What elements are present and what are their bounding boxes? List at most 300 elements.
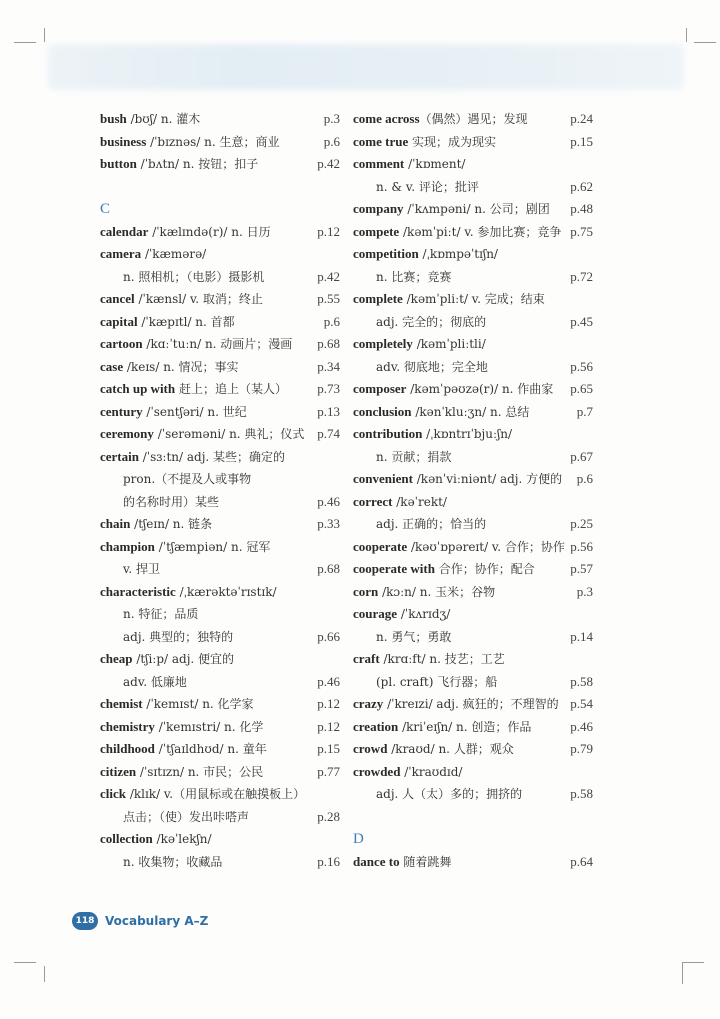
- entry-text: [353, 270, 451, 284]
- definition: n. 收集物；收藏品: [123, 854, 223, 869]
- vocab-entry: [100, 378, 340, 401]
- entry-text: [100, 787, 305, 801]
- page-reference: p.48: [570, 201, 593, 216]
- entry-text: [100, 495, 219, 509]
- headword: characteristic: [100, 583, 176, 599]
- entry-text: [100, 382, 287, 396]
- headword: conclusion: [353, 403, 412, 419]
- headword: contribution: [353, 426, 423, 441]
- entry-text: [353, 630, 451, 644]
- entry-text: [100, 517, 212, 531]
- definition: /kəmˈpliːt/ v. 完成；结束: [402, 292, 545, 306]
- section-letter-heading: D: [353, 831, 364, 847]
- vocab-entry: [353, 153, 593, 176]
- page-reference: p.33: [317, 516, 340, 531]
- page-reference: p.75: [570, 223, 593, 239]
- vocab-entry: [353, 761, 593, 784]
- vocab-entry: [353, 491, 593, 514]
- entry-text: [353, 787, 522, 801]
- right-vocabulary-column: [353, 108, 593, 873]
- vocab-entry: [353, 558, 593, 581]
- definition: /ˈtʃaɪldhʊd/ n. 童年: [154, 742, 267, 756]
- definition: v. 捍卫: [123, 562, 160, 576]
- headword: crazy: [353, 696, 384, 711]
- vocab-entry: [100, 131, 340, 154]
- page-reference: p.25: [570, 516, 593, 531]
- entry-text: [353, 765, 462, 779]
- definition: /ˈkemɪst/ n. 化学家: [142, 697, 254, 711]
- entry-text: [100, 765, 263, 779]
- entry-text: [353, 495, 447, 509]
- entry-text: [100, 472, 251, 486]
- entry-text: [353, 652, 505, 666]
- definition: /kɔːn/ n. 玉米；谷物: [378, 584, 496, 599]
- vocab-continuation-line: [100, 603, 340, 626]
- page-reference: p.13: [317, 403, 340, 419]
- entry-text: [353, 517, 486, 531]
- page-reference: p.57: [570, 561, 593, 576]
- vocab-entry: [100, 401, 340, 424]
- vocab-entry: [353, 603, 593, 626]
- vocab-continuation-line: [353, 311, 593, 334]
- crop-mark-top-right-h: [694, 42, 716, 43]
- page-reference: p.45: [570, 313, 593, 329]
- vocab-entry: [100, 738, 340, 761]
- entry-text: [100, 697, 254, 711]
- entry-text: [353, 112, 528, 126]
- vocab-entry: [353, 693, 593, 716]
- definition: 合作；协作；配合: [434, 562, 535, 576]
- entry-text: [100, 112, 200, 126]
- headword: completely: [353, 336, 413, 351]
- vocab-continuation-line: [353, 626, 593, 649]
- entry-text: [353, 427, 512, 441]
- vocab-continuation-line: [100, 626, 340, 649]
- section-spacer: [353, 806, 593, 829]
- entry-text: [100, 292, 263, 306]
- definition: /keɪs/ n. 情况；事实: [123, 359, 239, 374]
- page-reference: p.15: [570, 133, 593, 149]
- page-reference: p.67: [570, 448, 593, 464]
- definition: n. 特征；品质: [123, 607, 199, 621]
- entry-text: [353, 585, 495, 599]
- entry-text: [100, 585, 277, 599]
- vocab-entry: [100, 243, 340, 266]
- entry-text: [100, 157, 258, 171]
- vocab-entry: [353, 288, 593, 311]
- definition: /ˈkʌrɪdʒ/: [397, 607, 451, 621]
- entry-text: [353, 382, 553, 396]
- vocab-continuation-line: [100, 558, 340, 581]
- page-footer: [72, 910, 208, 932]
- definition: (pl. craft) 飞行器；船: [376, 674, 498, 689]
- headword: case: [100, 358, 124, 374]
- entry-text: [353, 247, 498, 261]
- definition: 的名称时用）某些: [123, 494, 220, 509]
- page-reference: p.6: [323, 313, 340, 329]
- entry-text: [353, 157, 465, 171]
- headword: cheap: [100, 651, 133, 666]
- page-number-badge: 118: [72, 912, 98, 930]
- page-reference: p.16: [317, 853, 340, 869]
- definition: /kraʊd/ n. 人群；观众: [387, 742, 514, 756]
- headword: corn: [353, 583, 379, 599]
- definition: n. & v. 评论；批评: [376, 179, 479, 194]
- definition: /kəmˈpliːtli/: [412, 337, 486, 351]
- definition: /kɑːˈtuːn/ n. 动画片；漫画: [142, 337, 293, 351]
- headword: capital: [100, 313, 138, 329]
- definition: /ˌkɒmpəˈtɪʃn/: [418, 247, 498, 261]
- headword: chemistry: [100, 718, 155, 734]
- definition: /ˈsentʃəri/ n. 世纪: [142, 404, 247, 419]
- definition: /ˈbɪznəs/ n. 生意；商业: [146, 134, 280, 149]
- definition: adv. 彻底地；完全地: [376, 359, 488, 374]
- definition: adj. 完全的；彻底的: [376, 314, 487, 329]
- vocab-entry: [100, 311, 340, 334]
- crop-mark-top-left-h: [14, 42, 36, 43]
- definition: /kriˈeɪʃn/ n. 创造；作品: [398, 719, 532, 734]
- headword: business: [100, 133, 147, 149]
- headword: crowded: [353, 763, 401, 779]
- entry-text: [100, 360, 239, 374]
- headword: cartoon: [100, 336, 143, 351]
- vocab-continuation-line: [353, 176, 593, 199]
- definition: /kəmˈpiːt/ v. 参加比赛；竞争: [399, 224, 562, 239]
- page-reference: p.12: [317, 718, 340, 734]
- headword: comment: [353, 156, 405, 171]
- vocab-continuation-line: [353, 266, 593, 289]
- page-reference: p.56: [570, 538, 593, 554]
- headword: button: [100, 156, 137, 171]
- headword: craft: [353, 651, 380, 666]
- entry-text: [100, 720, 263, 734]
- entry-text: [353, 292, 545, 306]
- page-reference: p.62: [570, 178, 593, 194]
- entry-text: [100, 427, 304, 441]
- headword: childhood: [100, 741, 155, 756]
- page-reference: p.12: [317, 696, 340, 711]
- crop-mark-top-left: [44, 28, 45, 42]
- definition: /ˈbʌtn/ n. 按钮；扣子: [136, 157, 259, 171]
- entry-text: [100, 832, 212, 846]
- entry-text: [353, 720, 531, 734]
- entry-text: [353, 742, 514, 756]
- page-reference: p.28: [317, 808, 340, 824]
- page-reference: p.73: [317, 381, 340, 396]
- headword: cooperate with: [353, 561, 435, 576]
- entry-text: [100, 562, 160, 576]
- crop-mark-bottom-right: [682, 962, 683, 984]
- entry-text: [353, 202, 550, 216]
- vocab-entry: [100, 288, 340, 311]
- page-reference: p.42: [317, 268, 340, 284]
- page-reference: p.6: [323, 133, 340, 149]
- definition: /kəˈrekt/: [392, 494, 447, 509]
- page-reference: p.12: [317, 223, 340, 239]
- headword: certain: [100, 448, 139, 464]
- entry-text: [100, 810, 249, 824]
- entry-text: [353, 472, 562, 486]
- definition: /ˌkærəktəˈrɪstɪk/: [175, 584, 277, 599]
- definition: 随着跳舞: [399, 854, 452, 869]
- definition: /bʊʃ/ n. 灌木: [126, 112, 201, 126]
- page-reference: p.34: [317, 358, 340, 374]
- definition: /kəʊˈɒpəreɪt/ v. 合作；协作: [407, 539, 565, 554]
- entry-text: [100, 247, 206, 261]
- vocab-continuation-line: [353, 783, 593, 806]
- definition: /klɪk/ v.（用鼠标或在触摸板上）: [126, 787, 306, 801]
- entry-text: [100, 652, 234, 666]
- page-reference: p.6: [576, 471, 593, 486]
- definition: /ˈkʌmpəni/ n. 公司；剧团: [403, 202, 550, 216]
- vocab-entry: [100, 828, 340, 851]
- vocab-entry: [100, 513, 340, 536]
- definition: /ˌkɒntrɪˈbjuːʃn/: [422, 427, 513, 441]
- definition: /tʃeɪn/ n. 链条: [130, 517, 213, 531]
- page-reference: p.68: [317, 561, 340, 576]
- vocab-entry: [100, 423, 340, 446]
- vocab-entry: [353, 536, 593, 559]
- headword: convenient: [353, 471, 413, 486]
- headword: come true: [353, 133, 409, 149]
- headword: cooperate: [353, 538, 408, 554]
- entry-text: [100, 540, 270, 554]
- definition: /ˈkemɪstri/ n. 化学: [154, 719, 264, 734]
- headword: chain: [100, 516, 131, 531]
- definition: n. 勇气；勇敢: [376, 629, 452, 644]
- page-reference: p.72: [570, 268, 593, 284]
- vocab-entry: [353, 131, 593, 154]
- crop-mark-bottom-right-h: [682, 962, 704, 963]
- definition: （偶然）遇见；发现: [419, 112, 528, 126]
- entry-text: [353, 360, 488, 374]
- headword: compete: [353, 223, 400, 239]
- headword: century: [100, 403, 143, 419]
- vocab-entry: [353, 851, 593, 874]
- page-reference: p.7: [576, 403, 593, 419]
- left-vocabulary-column: [100, 108, 340, 873]
- section-letter-heading: C: [100, 201, 111, 217]
- headword: calendar: [100, 223, 149, 239]
- headword: crowd: [353, 741, 388, 756]
- definition: /krɑːft/ n. 技艺；工艺: [379, 652, 505, 666]
- page-reference: p.46: [570, 718, 593, 734]
- page-reference: p.65: [570, 381, 593, 396]
- vocab-entry: [353, 108, 593, 131]
- entry-text: [100, 742, 267, 756]
- section-spacer: [100, 176, 340, 199]
- definition: /ˈkreɪzi/ adj. 疯狂的；不理智的: [383, 697, 559, 711]
- crop-mark-bottom-left: [44, 966, 45, 982]
- entry-text: [100, 405, 247, 419]
- vocab-entry: [100, 693, 340, 716]
- definition: 点击；（使）发出咔嗒声: [123, 809, 250, 824]
- entry-text: [353, 135, 496, 149]
- vocab-continuation-line: [353, 671, 593, 694]
- entry-text: [353, 315, 486, 329]
- page-reference: p.42: [317, 156, 340, 171]
- entry-text: [353, 562, 535, 576]
- vocab-continuation-line: [100, 491, 340, 514]
- page-reference: p.66: [317, 628, 340, 644]
- definition: adj. 正确的；恰当的: [376, 517, 487, 531]
- vocab-continuation-line: [353, 356, 593, 379]
- entry-text: [353, 540, 565, 554]
- definition: /kəmˈpəʊzə(r)/ n. 作曲家: [406, 382, 554, 396]
- definition: /kənˈviːniənt/ adj. 方便的: [412, 472, 563, 486]
- vocab-entry: [353, 423, 593, 446]
- definition: /kənˈkluːʒn/ n. 总结: [411, 404, 530, 419]
- definition: n. 贡献；捐款: [376, 449, 452, 464]
- page-reference: p.58: [570, 786, 593, 801]
- definition: pron.（不提及人或事物: [123, 472, 252, 486]
- entry-text: [100, 135, 279, 149]
- definition: /ˈtʃæmpiən/ n. 冠军: [154, 539, 271, 554]
- entry-text: [100, 450, 285, 464]
- definition: 实现；成为现实: [408, 134, 497, 149]
- vocab-entry: [100, 446, 340, 469]
- vocab-entry: [353, 581, 593, 604]
- headword: cancel: [100, 291, 135, 306]
- page-reference: p.55: [317, 291, 340, 306]
- vocab-entry: [353, 243, 593, 266]
- definition: /kəˈlekʃn/: [152, 832, 212, 846]
- vocab-entry: [100, 716, 340, 739]
- vocab-entry: [100, 648, 340, 671]
- headword: courage: [353, 606, 398, 621]
- page-reference: p.74: [317, 426, 340, 441]
- entry-text: [100, 225, 271, 239]
- page-reference: p.15: [317, 741, 340, 756]
- definition: /ˈsɜːtn/ adj. 某些；确定的: [138, 449, 286, 464]
- definition: /ˈserəməni/ n. 典礼；仪式: [153, 427, 305, 441]
- page-reference: p.24: [570, 111, 593, 126]
- headword: camera: [100, 246, 142, 261]
- definition: adj. 人（太）多的；拥挤的: [376, 787, 523, 801]
- vocab-entry: [100, 153, 340, 176]
- page-reference: p.56: [570, 358, 593, 374]
- definition: /ˈkænsl/ v. 取消；终止: [134, 292, 263, 306]
- headword: come across: [353, 111, 420, 126]
- entry-text: [100, 630, 233, 644]
- vocab-entry: [353, 221, 593, 244]
- entry-text: [100, 315, 235, 329]
- definition: /ˈkraʊdɪd/: [400, 764, 463, 779]
- page-reference: p.79: [570, 741, 593, 756]
- entry-text: [353, 855, 451, 869]
- page-reference: p.58: [570, 673, 593, 689]
- headword: creation: [353, 718, 399, 734]
- headword: dance to: [353, 853, 400, 869]
- definition: /tʃiːp/ adj. 便宜的: [132, 652, 235, 666]
- headword: citizen: [100, 763, 137, 779]
- vocab-entry: [353, 648, 593, 671]
- vocab-entry: [100, 356, 340, 379]
- headword: chemist: [100, 696, 143, 711]
- definition: n. 比赛；竞赛: [376, 269, 452, 284]
- entry-text: [100, 337, 292, 351]
- page-reference: p.77: [317, 763, 340, 779]
- page-reference: p.3: [323, 111, 340, 126]
- entry-text: [100, 675, 187, 689]
- vocab-entry: [353, 401, 593, 424]
- definition: n. 照相机；（电影）摄影机: [123, 269, 265, 284]
- entry-text: [353, 675, 497, 689]
- vocab-continuation-line: [100, 671, 340, 694]
- entry-text: [353, 337, 486, 351]
- headword: composer: [353, 381, 407, 396]
- entry-text: [353, 450, 451, 464]
- entry-text: [353, 697, 559, 711]
- page-reference: p.14: [570, 628, 593, 644]
- entry-text: [100, 270, 264, 284]
- headword: collection: [100, 831, 153, 846]
- crop-mark-bottom-left-h: [14, 962, 36, 963]
- entry-text: [100, 855, 222, 869]
- entry-text: [353, 180, 479, 194]
- vocab-entry: [353, 198, 593, 221]
- headword: company: [353, 201, 404, 216]
- headword: catch up with: [100, 381, 176, 396]
- entry-text: [100, 607, 198, 621]
- entry-text: [353, 225, 561, 239]
- vocab-entry: [353, 378, 593, 401]
- definition: adv. 低廉地: [123, 674, 187, 689]
- headword: champion: [100, 538, 155, 554]
- headword: ceremony: [100, 426, 154, 441]
- vocab-continuation-line: [353, 513, 593, 536]
- vocab-entry: [100, 108, 340, 131]
- section-title: Vocabulary A–Z: [105, 914, 209, 928]
- vocab-entry: [353, 738, 593, 761]
- headword: click: [100, 786, 126, 801]
- crop-mark-top-right: [686, 28, 687, 42]
- vocab-entry: [353, 333, 593, 356]
- definition: adj. 典型的；独特的: [123, 629, 234, 644]
- vocab-continuation-line: [100, 266, 340, 289]
- headword: competition: [353, 246, 419, 261]
- faded-header-banner: [48, 44, 684, 90]
- definition: /ˈsɪtɪzn/ n. 市民；公民: [136, 764, 264, 779]
- vocab-continuation-line: [100, 468, 340, 491]
- definition: /ˈkælɪndə(r)/ n. 日历: [148, 224, 271, 239]
- vocab-continuation-line: [100, 851, 340, 874]
- definition: /ˈkɒment/: [404, 157, 466, 171]
- definition: /ˈkæpɪtl/ n. 首都: [137, 314, 235, 329]
- vocab-entry: [100, 581, 340, 604]
- entry-text: [353, 405, 529, 419]
- page-reference: p.46: [317, 673, 340, 689]
- headword: bush: [100, 111, 127, 126]
- entry-text: [353, 607, 450, 621]
- page-reference: p.54: [570, 696, 593, 711]
- vocab-entry: [100, 536, 340, 559]
- page-reference: p.3: [576, 583, 593, 599]
- vocab-entry: [100, 333, 340, 356]
- vocab-continuation-line: [100, 806, 340, 829]
- vocab-entry: [100, 221, 340, 244]
- vocab-entry: [100, 783, 340, 806]
- vocab-continuation-line: [353, 446, 593, 469]
- vocab-entry: [100, 761, 340, 784]
- page-reference: p.68: [317, 336, 340, 351]
- page-reference: p.46: [317, 493, 340, 509]
- definition: /ˈkæmərə/: [141, 247, 207, 261]
- vocab-entry: [353, 468, 593, 491]
- vocab-entry: [353, 716, 593, 739]
- definition: 赶上；追上（某人）: [175, 382, 287, 396]
- headword: correct: [353, 493, 393, 509]
